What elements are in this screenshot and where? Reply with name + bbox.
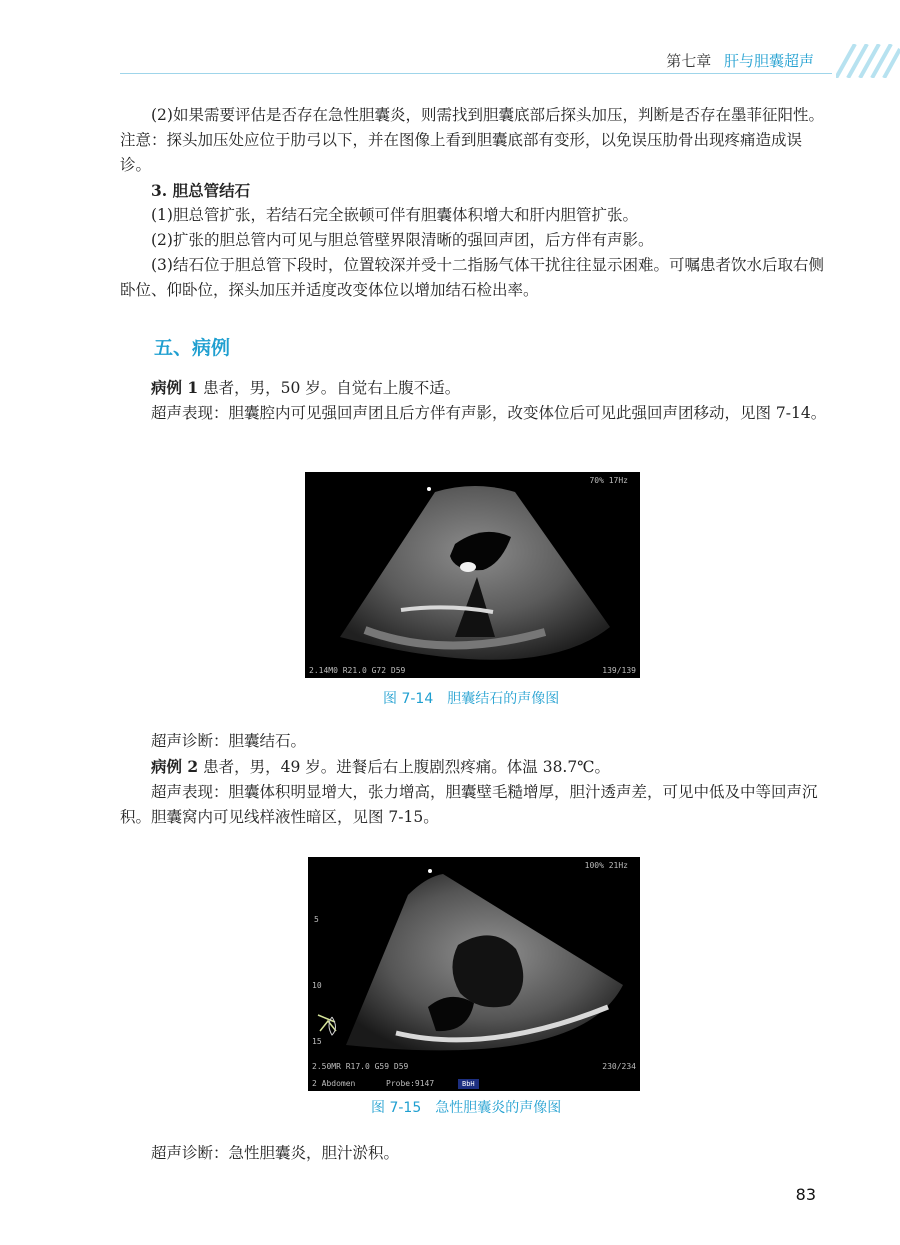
case-2-label: 病例 2 — [151, 757, 199, 776]
case-2-findings: 超声表现：胆囊体积明显增大，张力增高，胆囊壁毛糙增厚，胆汁透声差，可见中低及中等回声沉积。胆囊窝内可见线样液性暗区，见图 7-15。 — [120, 783, 818, 826]
case-1-text — [120, 375, 832, 426]
figure-7-15 — [308, 857, 640, 1091]
case-2-diagnosis — [120, 1141, 832, 1166]
section-title: 五、病例 — [154, 337, 231, 359]
fig1-top-right-readout: 70% 17Hz — [589, 476, 628, 485]
ultrasound-image-1 — [305, 472, 640, 678]
case-1-patient: 患者，男，50 岁。自觉右上腹不适。 — [203, 379, 461, 397]
header-rule — [120, 73, 832, 74]
fig2-bottom-right-readout: 230/234 — [602, 1062, 636, 1071]
page-header — [666, 50, 814, 71]
subheading-common-bile-duct-stones: 3. 胆总管结石 — [151, 181, 251, 200]
fig2-footer-badge: BbH — [458, 1079, 479, 1089]
figure-7-15-caption: 图 7-15 急性胆囊炎的声像图 — [371, 1100, 562, 1116]
fig2-footer-left: 2 Abdomen — [312, 1079, 356, 1088]
fig2-top-right-readout: 100% 21Hz — [584, 861, 628, 870]
chapter-title: 肝与胆囊超声 — [723, 52, 814, 70]
fig1-bottom-right-readout: 139/139 — [602, 666, 636, 675]
case-1-diagnosis — [120, 729, 832, 754]
fig2-scale-10: 10 — [312, 981, 322, 990]
case-1-label: 病例 1 — [151, 378, 199, 397]
case-2-diagnosis-text: 超声诊断：急性胆囊炎，胆汁淤积。 — [151, 1144, 400, 1162]
case-1-diagnosis-text: 超声诊断：胆囊结石。 — [151, 732, 307, 750]
figure-7-14 — [305, 472, 640, 678]
paragraph-acute-cholecystitis: (2)如果需要评估是否存在急性胆囊炎，则需找到胆囊底部后探头加压，判断是否存在墨菲征阳性。注意：探头加压处应位于肋弓以下，并在图像上看到胆囊底部有变形，以免误压肋骨出现疼痛造成误诊。 — [120, 106, 824, 174]
fig1-bottom-left-readout: 2.14M0 R21.0 G72 D59 — [309, 666, 406, 675]
fig2-footer-probe: Probe:9147 — [386, 1079, 435, 1088]
paragraph-cbd-1: (1)胆总管扩张，若结石完全嵌顿可伴有胆囊体积增大和肝内胆管扩张。 — [151, 206, 638, 224]
case-1-summary — [120, 375, 832, 401]
page-number: 83 — [795, 1185, 816, 1204]
main-text-block-1 — [120, 103, 832, 303]
figure-7-14-caption: 图 7-14 胆囊结石的声像图 — [383, 691, 560, 707]
header-stripes — [836, 44, 900, 78]
fig2-bottom-left-readout: 2.50MR R17.0 G59 D59 — [312, 1062, 409, 1071]
case-1-findings: 超声表现：胆囊腔内可见强回声团且后方伴有声影，改变体位后可见此强回声团移动，见图 7-14。 — [151, 404, 827, 422]
case-2-text — [120, 754, 832, 830]
fig2-scale-5: 5 — [314, 915, 319, 924]
paragraph-cbd-3: (3)结石位于胆总管下段时，位置较深并受十二指肠气体干扰往往显示困难。可嘱患者饮水后取右侧卧位、仰卧位，探头加压并适度改变体位以增加结石检出率。 — [120, 256, 824, 299]
chapter-label: 第七章 — [666, 52, 712, 70]
fig2-scale-15: 15 — [312, 1037, 322, 1046]
ultrasound-image-2 — [308, 857, 640, 1091]
case-2-summary — [120, 754, 832, 780]
paragraph-cbd-2: (2)扩张的胆总管内可见与胆总管壁界限清晰的强回声团，后方伴有声影。 — [151, 231, 654, 249]
case-2-patient: 患者，男，49 岁。进餐后右上腹剧烈疼痛。体温 38.7℃。 — [203, 758, 611, 776]
